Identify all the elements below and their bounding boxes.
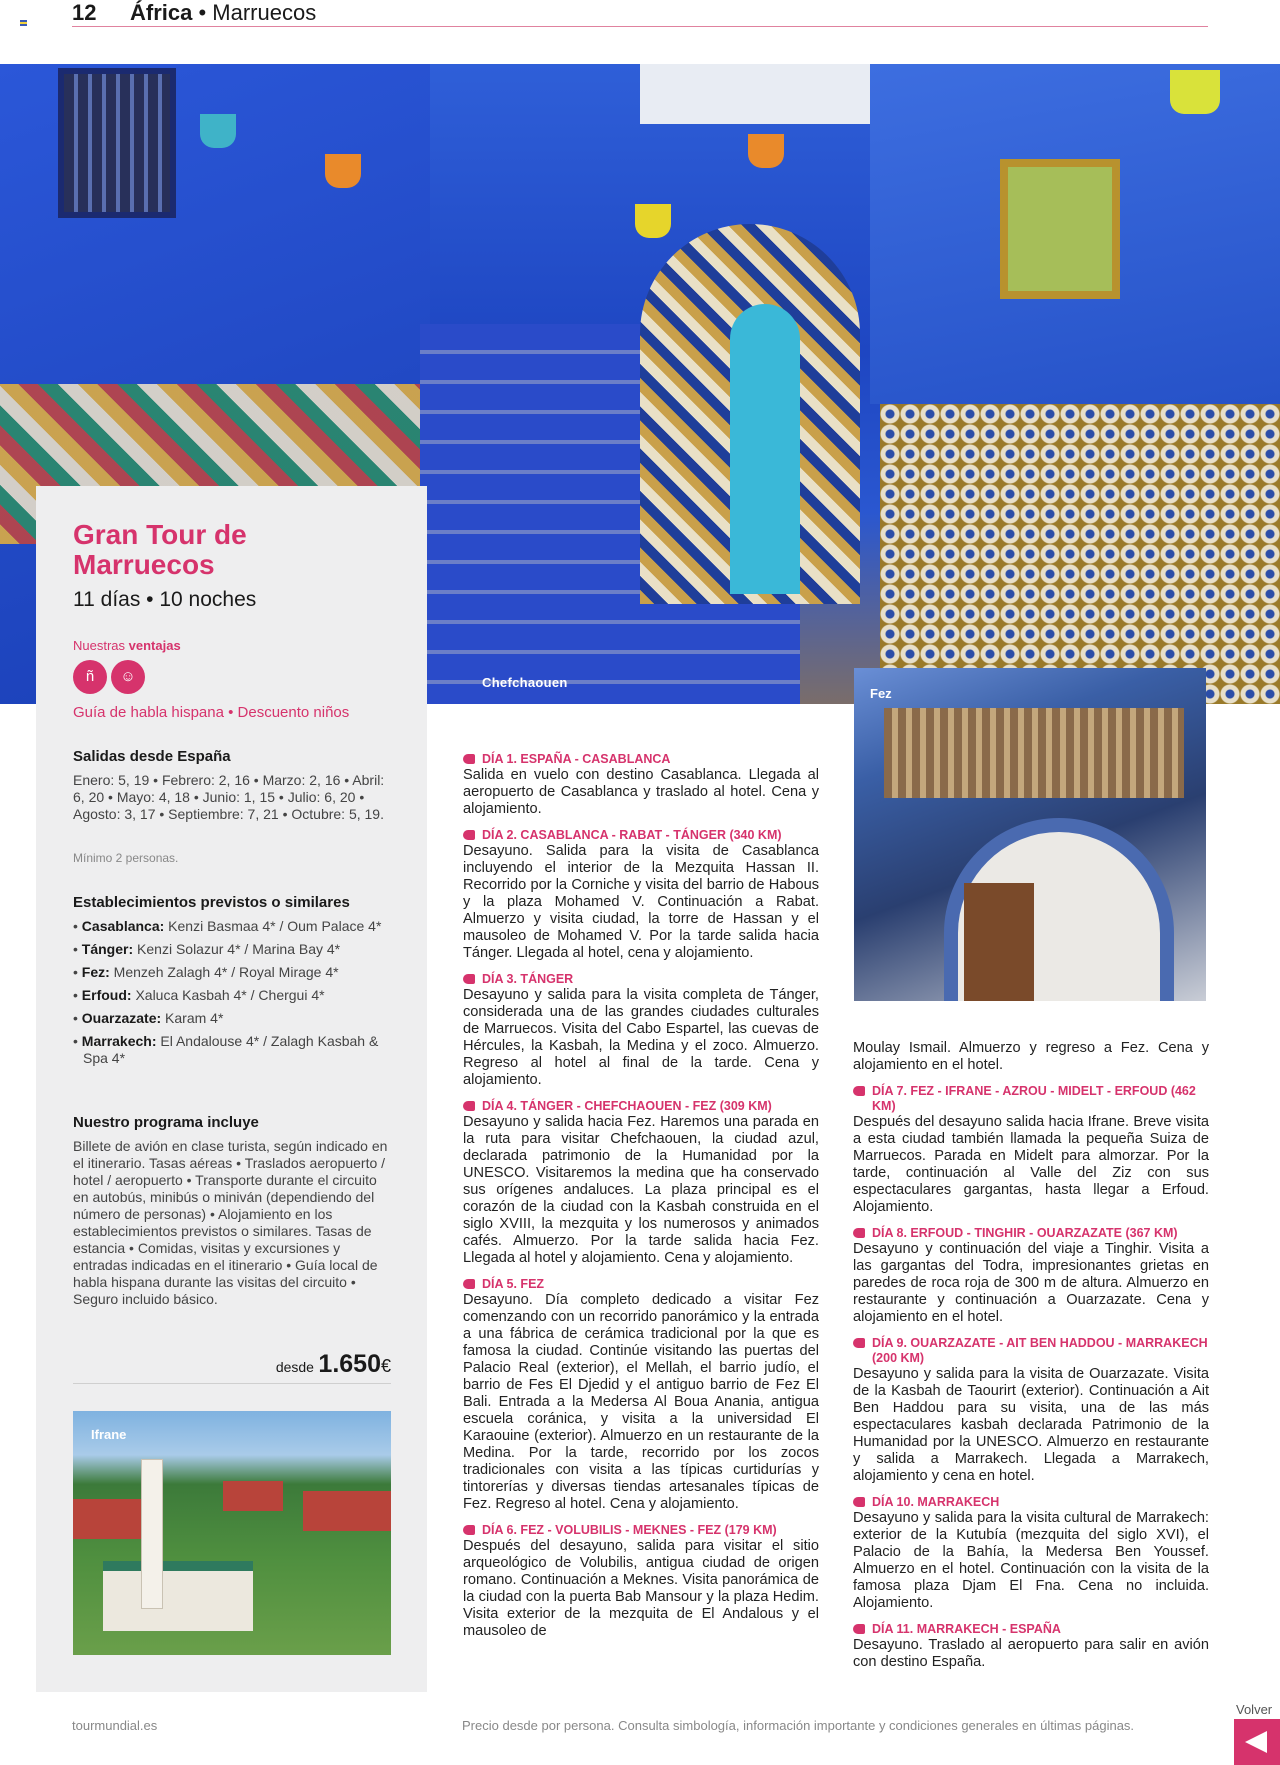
flower-pot (635, 204, 671, 238)
children-discount-icon: ☺ (111, 660, 145, 694)
photo-caption-chefchaouen: Chefchaouen (482, 675, 568, 690)
day-title: DÍA 5. FEZ (482, 1277, 545, 1291)
price-currency: € (380, 1356, 391, 1376)
bullet-icon (463, 1279, 475, 1289)
day-entry (463, 1277, 819, 1513)
day-text: Desayuno. Traslado al aeropuerto para salir en avión con destino España. (853, 1637, 1209, 1670)
bullet-icon (853, 1338, 865, 1348)
day-text: Desayuno y salida para la visita de Ouarzazate. Visita de la Kasbah de Taourirt (exterior). Continuación a Ait Ben Haddou para su visita, una de las más espectaculares kasbah declarada Patrimonio de la Humanidad por la UNESCO. Almuerzo en restaurante y salida a Marrakech. Llegada a Marrakech, alojamiento y cena en hotel. (853, 1366, 1209, 1484)
day-entry (463, 752, 819, 818)
day-heading (853, 1622, 1209, 1637)
volver-label: Volver (1236, 1702, 1273, 1717)
page-number: 12 (72, 0, 97, 25)
flower-pot (200, 114, 236, 148)
day-title: DÍA 4. TÁNGER - CHEFCHAOUEN - FEZ (309 KM) (482, 1099, 772, 1113)
day-heading (463, 1523, 819, 1538)
photo-green-panel (1000, 159, 1120, 299)
day-heading (853, 1495, 1209, 1510)
day-title: DÍA 10. MARRAKECH (872, 1495, 1000, 1509)
bullet-icon (463, 974, 475, 984)
day-heading (463, 1099, 819, 1114)
hotel-names: El Andalouse 4* / Zalagh Kasbah & Spa 4* (83, 1033, 379, 1066)
day-entry (463, 1099, 819, 1267)
day-text: Desayuno y salida para la visita completa de Tánger, considerada una de las grandes ciudades culturales de Marruecos. Visita del Cabo Espartel, las cuevas de Hércules, la Kasbah, la Medina y el zoco. Almuerzo. Regreso al hotel al final de la tarde. Cena y alojamiento. (463, 987, 819, 1088)
day-text: Después del desayuno salida hacia Ifrane. Breve visita a esta ciudad también llamada la pequeña Suiza de Marruecos. Parada en Midelt para almorzar. Por la tarde, continuación al Valle del Ziz con sus espectaculares gargantas, hasta llegar a Erfoud. Alojamiento. (853, 1114, 1209, 1215)
photo-roof (303, 1491, 391, 1531)
tour-info-panel (36, 486, 427, 1692)
list-item: • Erfoud: Xaluca Kasbah 4* / Chergui 4* (73, 987, 325, 1003)
tour-duration: 11 días • 10 noches (73, 588, 257, 611)
price-row (73, 1350, 391, 1384)
bullet-icon (853, 1228, 865, 1238)
day-text: Después del desayuno, salida para visitar el sitio arqueológico de Volubilis, antigua ciudad de origen romano. Continuación a Meknes. Visita panorámica de la ciudad con la puerta Bab Mansour y la plaza Hedim. Visita exterior de la mezquita de El Andalous y el mausoleo de (463, 1538, 819, 1639)
tour-title: Gran Tour de Marruecos (73, 519, 247, 580)
hotel-city: Tánger: (81, 941, 134, 957)
photo-zellige (880, 404, 1280, 704)
flag-icon (20, 20, 27, 26)
bullet-icon (853, 1086, 865, 1096)
day-entry (853, 1622, 1209, 1671)
day-heading (853, 1226, 1209, 1241)
day-text: Desayuno. Salida para la visita de Casablanca incluyendo el interior de la Mezquita Hassan II. Recorrido por la Corniche y visita del barrio de Habous y la plaza Mohamed V. Continuación a Rabat. Almuerzo y visita ciudad, la torre de Hassan y el mausoleo de Mohamed V. Por la tarde salida hacia Tánger. Llegada al hotel, cena y alojamiento. (463, 843, 819, 961)
salidas-heading: Salidas desde España (73, 748, 231, 765)
bullet-icon (463, 1101, 475, 1111)
bullet-icon (463, 754, 475, 764)
list-item: • Fez: Menzeh Zalagh 4* / Royal Mirage 4* (73, 964, 339, 980)
photo-roof (640, 64, 880, 124)
ventajas-text: Guía de habla hispana • Descuento niños (73, 704, 350, 721)
day-entry (463, 972, 819, 1089)
day-heading (463, 1277, 819, 1292)
programa-heading: Nuestro programa incluye (73, 1114, 259, 1131)
day-heading (463, 752, 819, 767)
region-title (130, 0, 316, 26)
photo-ifrane (73, 1411, 391, 1655)
photo-caption-fez: Fez (870, 686, 892, 701)
photo-door (730, 304, 800, 594)
hotel-names: Menzeh Zalagh 4* / Royal Mirage 4* (109, 964, 339, 980)
back-arrow-button[interactable] (1234, 1719, 1280, 1765)
hotel-city: Fez: (81, 964, 110, 980)
photo-ceiling (884, 708, 1184, 798)
day-heading (853, 1336, 1209, 1366)
footer-note: Precio desde por persona. Consulta simbología, información importante y condiciones generales en últimas páginas. (462, 1718, 1135, 1733)
ventajas-label (73, 638, 181, 653)
salidas-dates: Enero: 5, 19 • Febrero: 2, 16 • Marzo: 2, 16 • Abril: 6, 20 • Mayo: 4, 18 • Junio: 1, 15 • Julio: 6, 20 • Agosto: 3, 17 • Septiembre: 7, 21 • Octubre: 5, 19. (73, 772, 385, 822)
bullet-icon (853, 1624, 865, 1634)
region-country: Marruecos (212, 0, 317, 25)
photo-door (964, 883, 1034, 1001)
day-heading (853, 1084, 1209, 1114)
day-title: DÍA 2. CASABLANCA - RABAT - TÁNGER (340 KM) (482, 828, 782, 842)
hotel-city: Marrakech: (81, 1033, 157, 1049)
day-title: DÍA 9. OUARZAZATE - AIT BEN HADDOU - MARRAKECH (200 KM) (872, 1336, 1208, 1365)
day-entry (853, 1084, 1209, 1216)
hotel-city: Ouarzazate: (81, 1010, 162, 1026)
day-heading (463, 828, 819, 843)
flower-pot (1170, 70, 1220, 114)
programa-text: Billete de avión en clase turista, según indicado en el itinerario. Tasas aéreas • Traslados aeropuerto / hotel / aeropuerto • Transporte durante el circuito en autobús, minibús o miniván (dependiendo del número de personas) • Alojamiento en los establecimientos previstos o similares. Tasas de estancia • Comidas, visitas y excursiones y entradas indicadas en el itinerario • Guía local de habla hispana durante las visitas del circuito • Seguro incluido básico. (73, 1138, 388, 1307)
bullet-icon (463, 1525, 475, 1535)
day-entry (853, 1495, 1209, 1612)
ventajas-bold: ventajas (128, 638, 181, 653)
day-entry (463, 828, 819, 962)
footer-site-link[interactable]: tourmundial.es (72, 1718, 158, 1733)
hotel-city: Erfoud: (81, 987, 132, 1003)
itinerary-column-2 (853, 1040, 1209, 1681)
list-item: • Casablanca: Kenzi Basmaa 4* / Oum Palace 4* (73, 918, 382, 934)
day-title: DÍA 7. FEZ - IFRANE - AZROU - MIDELT - ERFOUD (462 KM) (872, 1084, 1196, 1113)
hotel-names: Xaluca Kasbah 4* / Chergui 4* (131, 987, 325, 1003)
bullet-icon (853, 1497, 865, 1507)
page-header (72, 0, 1208, 27)
photo-window (58, 68, 176, 218)
bullet-icon (463, 830, 475, 840)
itinerary-column-1 (463, 752, 819, 1650)
hotel-names: Kenzi Solazur 4* / Marina Bay 4* (133, 941, 341, 957)
hotel-names: Karam 4* (161, 1010, 224, 1026)
day-title: DÍA 6. FEZ - VOLUBILIS - MEKNES - FEZ (179 KM) (482, 1523, 777, 1537)
day-text: Desayuno y salida para la visita cultural de Marrakech: exterior de la Kutubía (mezquita del siglo XVI), el Palacio de la Bahía, la Medersa Ben Youssef. Almuerzo en el hotel. Continuación con la visita de la famosa plaza Djam El Fna. Cena no incluida. Alojamiento. (853, 1510, 1209, 1611)
day-title: DÍA 11. MARRAKECH - ESPAÑA (872, 1622, 1061, 1636)
day-title: DÍA 8. ERFOUD - TINGHIR - OUARZAZATE (367 KM) (872, 1226, 1178, 1240)
hotel-list (73, 918, 393, 1073)
day-entry (853, 1336, 1209, 1485)
day-text: Desayuno y continuación del viaje a Tinghir. Visita a las gargantas del Todra, impresionantes grietas en paredes de roca roja de 300 m de altura. Almuerzo en restaurante y continuación a Ouarzazate. Cena y alojamiento en el hotel. (853, 1241, 1209, 1325)
photo-mosque (103, 1561, 253, 1631)
day-text: Desayuno y salida hacia Fez. Haremos una parada en la ruta para visitar Chefchaouen, la ciudad azul, declarada patrimonio de la Humanidad por la UNESCO. Visitaremos la medina que ha conservado sus orígenes andaluces. La plaza principal es el corazón de la ciudad con la Kasbah construida en el siglo XVIII, la mezquita y los numerosos y animados cafés. Almuerzo. Por la tarde salida hacia Fez. Llegada al hotel y alojamiento. Cena y alojamiento. (463, 1114, 819, 1266)
hotel-names: Kenzi Basmaa 4* / Oum Palace 4* (164, 918, 382, 934)
day-heading (463, 972, 819, 987)
region-continent: África (130, 0, 193, 25)
list-item: • Marrakech: El Andalouse 4* / Zalagh Kasbah & Spa 4* (73, 1033, 379, 1066)
hotel-city: Casablanca: (81, 918, 165, 934)
minimo-note: Mínimo 2 personas. (73, 851, 179, 865)
day-entry (853, 1226, 1209, 1326)
day-title: DÍA 1. ESPAÑA - CASABLANCA (482, 752, 671, 766)
photo-roof (223, 1481, 283, 1511)
price-from-label: desde (275, 1359, 314, 1375)
spanish-guide-icon: ñ (73, 660, 107, 694)
day-entry (463, 1523, 819, 1640)
photo-minaret (141, 1459, 163, 1609)
photo-fez (854, 668, 1206, 1001)
day-text: Desayuno. Día completo dedicado a visitar Fez comenzando con un recorrido panorámico y la entrada a una fábrica de cerámica tradicional por la que es famosa la ciudad. Continúe visitando las puertas del Palacio Real (exterior), el Mellah, el barrio judío, el barrio de Fes El Djedid y el antiguo barrio de Fez El Bali. Entrada a la Medersa Al Boua Anania, antigua escuela coránica, y visita a la universidad El Karaouine (exterior). Almuerzo en un restaurante de la Medina. Por la tarde, recorrido por los zocos tradicionales con visita a las típicas curtidurías y tintorerías y diversas tiendas artesanales típicas de Fez. Regreso al hotel. Cena y alojamiento. (463, 1292, 819, 1512)
photo-caption-ifrane: Ifrane (91, 1427, 127, 1442)
list-item: • Tánger: Kenzi Solazur 4* / Marina Bay 4* (73, 941, 341, 957)
flower-pot (325, 154, 361, 188)
price-value: 1.650 (318, 1350, 381, 1378)
flower-pot (748, 134, 784, 168)
day-title: DÍA 3. TÁNGER (482, 972, 574, 986)
ventajas-prefix: Nuestras (73, 638, 129, 653)
list-item: • Ouarzazate: Karam 4* (73, 1010, 224, 1026)
hoteles-heading: Establecimientos previstos o similares (73, 894, 350, 911)
day-text: Salida en vuelo con destino Casablanca. Llegada al aeropuerto de Casablanca y traslado al hotel. Cena y alojamiento. (463, 767, 819, 817)
day-entry (853, 1040, 1209, 1074)
region-separator: • (192, 0, 213, 25)
day-text-continued: Moulay Ismail. Almuerzo y regreso a Fez. Cena y alojamiento en el hotel. (853, 1040, 1209, 1073)
